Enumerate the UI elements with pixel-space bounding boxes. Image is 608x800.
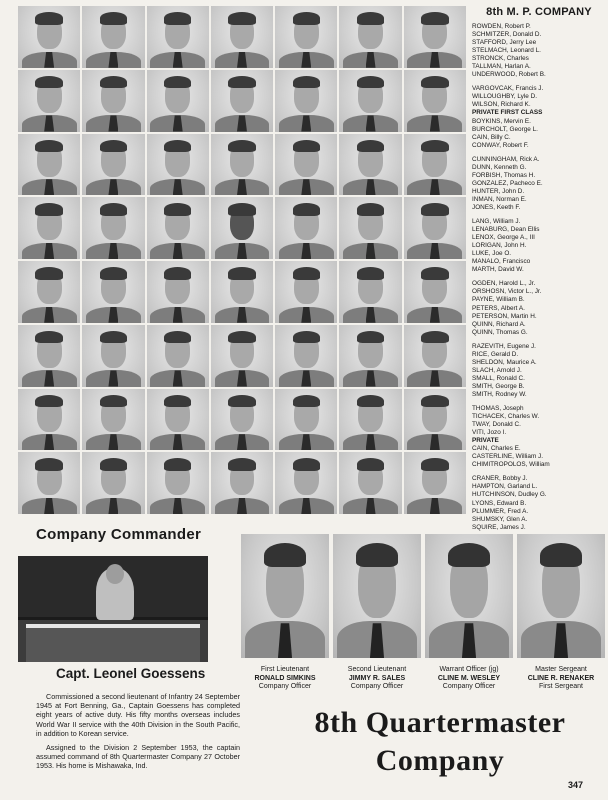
officer-caption-2 — [329, 666, 425, 692]
roster-name: PRIVATE FIRST CLASS — [472, 109, 543, 117]
roster-name: BOYKINS, Mervin E. — [472, 117, 531, 125]
roster-name: SLACH, Arnold J. — [472, 366, 522, 374]
officer-role: Company Officer — [258, 683, 312, 691]
roster-name: QUINN, Richard A. — [472, 320, 526, 328]
portrait-photo — [404, 389, 466, 451]
portrait-photo — [147, 389, 209, 451]
roster-name: LORIGAN, John H. — [472, 242, 527, 250]
roster-column — [472, 6, 606, 532]
portrait-photo — [211, 70, 273, 132]
portrait-photo — [18, 6, 80, 68]
officer-photos — [241, 534, 605, 658]
roster-name: SQUIRE, James J. — [472, 523, 526, 531]
roster-name: WILLOUGHBY, Lyle D. — [472, 93, 537, 101]
officer-rank: Second Lieutenant — [347, 666, 407, 673]
portrait-photo — [18, 389, 80, 451]
roster-name: HUNTER, John D. — [472, 187, 525, 195]
roster-name: STELMACH, Leonard L. — [472, 47, 541, 55]
portrait-photo — [339, 261, 401, 323]
roster-name: CUNNINGHAM, Rick A. — [472, 155, 540, 163]
commander-name: Capt. Leonel Goessens — [56, 666, 206, 681]
portrait-photo — [275, 197, 337, 259]
portrait-photo — [211, 261, 273, 323]
company-commander-heading: Company Commander — [36, 526, 202, 543]
portrait-photo — [82, 261, 144, 323]
roster-name: CAIN, Billy C. — [472, 133, 511, 141]
officer-captions — [241, 666, 605, 696]
officer-role: First Sergeant — [539, 683, 583, 691]
portrait-photo — [211, 197, 273, 259]
roster-name: WILSON, Richard K. — [472, 101, 531, 109]
commander-photo — [18, 556, 208, 662]
roster-name: CONWAY, Robert F. — [472, 141, 529, 149]
portrait-photo — [147, 261, 209, 323]
roster-name: TWAY, Donald C. — [472, 421, 521, 429]
roster-name: SHELDON, Maurice A. — [472, 358, 537, 366]
portrait-photo — [211, 325, 273, 387]
officer-rank: First Lieutenant — [260, 666, 310, 673]
officer-photo-4 — [517, 534, 605, 658]
roster-name: TICHACEK, Charles W. — [472, 413, 540, 421]
roster-name: RAZEVITH, Eugene J. — [472, 342, 536, 350]
officer-role: Company Officer — [442, 683, 496, 691]
roster-name: PAYNE, William B. — [472, 296, 525, 304]
officer-rank: Warrant Officer (jg) — [439, 666, 499, 673]
roster-name: LUKE, Joe O. — [472, 250, 512, 258]
roster-name: SMALL, Ronald C. — [472, 374, 525, 382]
roster-name: JONES, Keeth F. — [472, 203, 521, 211]
portrait-photo — [147, 70, 209, 132]
roster-name: TALLMAN, Harlan A. — [472, 63, 531, 71]
portrait-photo — [18, 452, 80, 514]
officer-photo-2 — [333, 534, 421, 658]
portrait-photo — [211, 6, 273, 68]
portrait-photo — [275, 134, 337, 196]
roster-name: STRONCK, Charles — [472, 55, 529, 63]
roster-name: QUINN, Thomas G. — [472, 328, 528, 336]
portrait-photo — [275, 325, 337, 387]
roster-name: STAFFORD, Jerry Lee — [472, 39, 537, 47]
company-title — [300, 704, 580, 780]
portrait-photo — [404, 134, 466, 196]
roster-name: UNDERWOOD, Robert B. — [472, 71, 546, 79]
portrait-photo — [339, 6, 401, 68]
officer-name: CLINE R. RENAKER — [527, 674, 595, 682]
officer-name: CLINE M. WESLEY — [437, 674, 501, 682]
officer-caption-4 — [513, 666, 608, 692]
commander-bio-paragraph-1: Commissioned a second lieutenant of Infantry 24 September 1945 at Fort Benning, Ga., Captain Goessens has completed eight years of active duty. His fifty months overseas includes World War II service with the 40th Division in the South Pacific, in addition to Korean service. — [36, 692, 240, 738]
portrait-photo — [275, 389, 337, 451]
portrait-photo — [82, 6, 144, 68]
roster-name: LANG, William J. — [472, 218, 521, 226]
commander-bio — [36, 692, 240, 776]
officer-caption-1 — [237, 666, 333, 692]
portrait-photo — [404, 70, 466, 132]
roster-name: SCHMITZER, Donald D. — [472, 31, 542, 39]
roster-name: SMITH, Rodney W. — [472, 390, 527, 398]
roster-name: LYONS, Edward B. — [472, 499, 527, 507]
portrait-photo — [339, 452, 401, 514]
roster-name: LENOX, George A., III — [472, 234, 535, 242]
officer-caption-3 — [421, 666, 517, 692]
portrait-photo — [147, 197, 209, 259]
roster-name: BURCHOLT, George L. — [472, 125, 538, 133]
portrait-photo — [339, 134, 401, 196]
roster-name: MARTH, David W. — [472, 266, 524, 274]
roster-name: ROWDEN, Robert P. — [472, 23, 531, 30]
portrait-photo — [82, 452, 144, 514]
roster-name: ORSHOSN, Victor L., Jr. — [472, 288, 542, 296]
portrait-photo — [147, 134, 209, 196]
roster-title: 8th M. P. COMPANY — [486, 6, 592, 18]
portrait-photo — [404, 325, 466, 387]
portrait-photo — [404, 197, 466, 259]
roster-name: GONZALEZ, Pacheco E. — [472, 179, 543, 187]
roster-name: CRANER, Bobby J. — [472, 475, 528, 483]
roster-name: THOMAS, Joseph — [472, 405, 524, 413]
portrait-photo — [18, 325, 80, 387]
portrait-photo — [82, 70, 144, 132]
portrait-photo — [82, 325, 144, 387]
roster-name: HUTCHINSON, Dudley G. — [472, 491, 547, 499]
roster-name: SMITH, George B. — [472, 382, 525, 390]
portrait-photo — [147, 325, 209, 387]
roster-name: SHUMSKY, Glen A. — [472, 515, 528, 523]
roster-name: LENABURG, Dean Ellis — [472, 226, 540, 234]
commander-bio-paragraph-2: Assigned to the Division 2 September 1953, the captain assumed command of 8th Quartermaster Company 27 October 1953. His home is Mishawaka, Ind. — [36, 743, 240, 771]
officer-photo-3 — [425, 534, 513, 658]
roster-name: VITI, Jozo I. — [472, 429, 507, 437]
roster-name: HAMPTON, Garland L. — [472, 483, 538, 491]
officer-rank: Master Sergeant — [535, 666, 587, 673]
roster-names — [472, 23, 606, 532]
roster-name: PETERS, Albert A. — [472, 304, 525, 312]
roster-name: PRIVATE — [472, 437, 499, 445]
portrait-photo — [404, 6, 466, 68]
portrait-photo — [404, 261, 466, 323]
company-title-line-1: 8th Quartermaster — [314, 706, 566, 739]
portrait-photo — [18, 197, 80, 259]
portrait-photo — [211, 134, 273, 196]
portrait-photo — [18, 261, 80, 323]
portrait-photo — [18, 70, 80, 132]
portrait-photo — [339, 389, 401, 451]
roster-name: RICE, Gerald D. — [472, 350, 519, 358]
portrait-photo — [82, 197, 144, 259]
portrait-photo — [211, 389, 273, 451]
portrait-photo — [275, 261, 337, 323]
portrait-photo — [275, 6, 337, 68]
roster-name: INMAN, Norman E. — [472, 195, 527, 203]
portrait-photo — [339, 70, 401, 132]
portrait-photo — [211, 452, 273, 514]
portrait-photo — [147, 6, 209, 68]
roster-name: PLUMMER, Fred A. — [472, 507, 529, 515]
officer-name: RONALD SIMKINS — [254, 674, 316, 682]
portrait-photo — [339, 325, 401, 387]
officer-photo-1 — [241, 534, 329, 658]
roster-name: MANALO, Francisco — [472, 258, 531, 266]
portrait-photo — [18, 134, 80, 196]
portrait-photo — [82, 134, 144, 196]
officer-name: JIMMY R. SALES — [348, 674, 406, 682]
portrait-photo — [275, 70, 337, 132]
roster-name: CAIN, Charles E. — [472, 445, 521, 453]
portrait-photo — [82, 389, 144, 451]
portrait-photo — [275, 452, 337, 514]
portrait-grid — [18, 6, 466, 514]
portrait-photo — [339, 197, 401, 259]
roster-name: DUNN, Kenneth G. — [472, 163, 527, 171]
company-title-line-2: Company — [375, 744, 505, 777]
portrait-photo — [147, 452, 209, 514]
roster-name: OGDEN, Harold L., Jr. — [472, 280, 536, 288]
page-number: 347 — [568, 780, 584, 790]
officer-role: Company Officer — [350, 683, 404, 691]
roster-name: VARGOVCAK, Francis J. — [472, 85, 544, 93]
roster-name: PETERSON, Martin H. — [472, 312, 537, 320]
portrait-photo — [404, 452, 466, 514]
roster-name: FORBISH, Thomas H. — [472, 171, 536, 179]
roster-name: CHIMITROPOLOS, William — [472, 461, 550, 469]
roster-name: CASTERLINE, William J. — [472, 453, 544, 461]
